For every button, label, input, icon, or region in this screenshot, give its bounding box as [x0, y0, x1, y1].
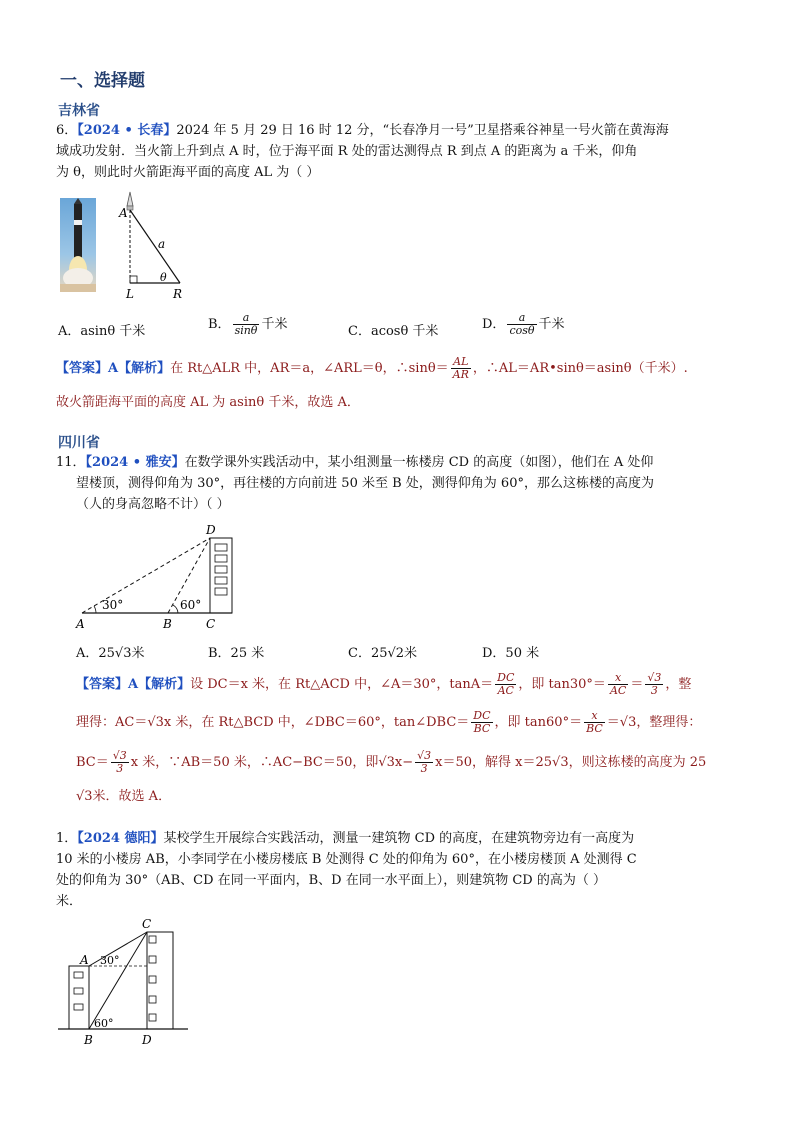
- q1-number: 6．: [56, 123, 78, 138]
- q2-answer-3a: BC＝: [76, 755, 109, 770]
- q2-answer-1d: ，整: [665, 677, 692, 692]
- q2-frac7-num: √3: [417, 749, 432, 762]
- q1-answer-label: 【答案】A【解析】: [56, 361, 171, 376]
- q1-answer-part1: 在 Rt△ALR 中，AR＝a，∠ARL＝θ，∴sinθ＝: [170, 361, 449, 376]
- q1-answer-frac-num: AL: [451, 356, 471, 369]
- q2-frac5-num: x: [584, 710, 605, 723]
- label-A: A: [76, 617, 85, 631]
- label-C: C: [142, 917, 152, 931]
- q3-line-2: 10 米的小楼房 AB，小李同学在小楼房楼底 B 处测得 C 处的仰角为 60°，在小楼房楼顶 A 处测得 C: [56, 852, 637, 867]
- q2-answer-line-2: [76, 710, 756, 735]
- q1-option-b-den: sinθ: [234, 324, 258, 337]
- q2-frac4-num: DC: [473, 709, 491, 722]
- q2-frac1-den: AC: [497, 684, 514, 697]
- q2-line-3: （人的身高忽略不计）（ ）: [76, 497, 230, 512]
- q2-frac7-den: 3: [420, 762, 428, 775]
- q2-answer-2c: ＝√3，整理得：: [606, 715, 702, 730]
- q2-answer-line-4: √3米．故选 A．: [76, 789, 172, 804]
- q2-line-2: 望楼顶，测得仰角为 30°，再往楼的方向前进 50 米至 B 处，测得仰角为 60°，那么这栋楼的高度为: [76, 476, 654, 491]
- q2-answer-line-1: [76, 672, 756, 697]
- label-R: R: [173, 287, 183, 301]
- label-A: A: [119, 206, 128, 220]
- label-A: A: [80, 953, 89, 967]
- label-B: B: [163, 617, 172, 631]
- label-C: C: [206, 617, 216, 631]
- q3-line-4: 米．: [56, 894, 83, 909]
- province-heading-sichuan: 四川省: [58, 435, 100, 451]
- q2-option-b: B．25 米: [208, 646, 265, 661]
- q1-answer-line-2: 故火箭距海平面的高度 AL 为 asinθ 千米，故选 A．: [56, 395, 360, 410]
- q2-frac5-den: BC: [586, 722, 603, 735]
- q1-option-b-num: a: [233, 312, 260, 325]
- label-30deg: 30°: [100, 954, 120, 967]
- q2-source-tag: 【2024 • 雅安】: [85, 455, 185, 470]
- q2-option-c: C．25√2米: [348, 646, 418, 661]
- q1-option-d-den: cosθ: [509, 324, 535, 337]
- q2-frac2-den: AC: [609, 684, 627, 697]
- q2-answer-1c: ＝: [630, 677, 644, 692]
- section-title: 一、选择题: [60, 71, 145, 91]
- rocket-body: [74, 204, 82, 258]
- q2-option-a: A．25√3米: [76, 646, 145, 661]
- q1-option-c: C．acosθ 千米: [348, 324, 439, 339]
- q2-figure-building: [70, 520, 250, 632]
- q2-answer-1b: ，即 tan30°＝: [518, 677, 606, 692]
- label-D: D: [142, 1033, 152, 1047]
- q3-line-3: 处的仰角为 30°（AB、CD 在同一平面内，B、D 在同一水平面上），则建筑物 CD 的高为（ ）: [56, 873, 606, 888]
- label-60deg: 60°: [94, 1017, 114, 1030]
- q2-frac6-num: √3: [112, 749, 127, 762]
- q1-option-d: [482, 312, 565, 337]
- q1-line-1: [56, 120, 736, 141]
- q2-number: 11．: [56, 455, 86, 470]
- q2-frac4-den: BC: [473, 722, 491, 735]
- q1-option-d-suffix: 千米: [538, 317, 565, 332]
- q1-text-1: 2024 年 5 月 29 日 16 时 12 分，“长春净月一号”卫星搭乘谷神星一号火箭在黄海海: [176, 123, 669, 138]
- q2-answer-3c: x＝50，解得 x＝25√3，则这栋楼的高度为 25: [435, 755, 707, 770]
- label-30deg: 30°: [102, 598, 124, 612]
- label-a: a: [158, 237, 166, 251]
- q3-text-1: 某校学生开展综合实践活动，测量一建筑物 CD 的高度，在建筑物旁边有一高度为: [163, 831, 635, 846]
- province-heading-jilin: 吉林省: [58, 103, 100, 119]
- q2-answer-label: 【答案】A【解析】: [76, 677, 191, 692]
- label-L: L: [126, 287, 134, 301]
- q2-frac2-num: x: [608, 672, 628, 685]
- q2-frac3-den: 3: [650, 684, 658, 697]
- q2-answer-2b: ，即 tan60°＝: [494, 715, 583, 730]
- q1-option-d-num: a: [507, 312, 536, 325]
- q1-line-3: 为 θ，则此时火箭距海平面的高度 AL 为（ ）: [56, 165, 320, 180]
- q3-line-1: [56, 828, 736, 849]
- q2-frac3-num: √3: [647, 671, 662, 684]
- rocket-photo: [60, 198, 96, 292]
- label-theta: θ: [160, 271, 167, 284]
- q1-answer-frac-den: AR: [452, 368, 469, 381]
- q1-option-b-prefix: B．: [208, 317, 231, 332]
- q1-line-2: 域成功发射．当火箭上升到点 A 时，位于海平面 R 处的雷达测得点 R 到点 A 的距离为 a 千米，仰角: [56, 144, 638, 159]
- q3-source-tag: 【2024 德阳】: [77, 831, 164, 846]
- q3-number: 1．: [56, 831, 78, 846]
- q3-figure-buildings: [52, 916, 192, 1050]
- q1-option-d-prefix: D．: [482, 317, 506, 332]
- label-D: D: [206, 523, 216, 537]
- q2-line-1: [56, 452, 736, 473]
- label-B: B: [84, 1033, 93, 1047]
- label-60deg: 60°: [180, 598, 202, 612]
- q2-frac6-den: 3: [116, 762, 124, 775]
- q1-option-b-suffix: 千米: [261, 317, 288, 332]
- q2-text-1: 在数学课外实践活动中，某小组测量一栋楼房 CD 的高度（如图），他们在 A 处仰: [184, 455, 654, 470]
- q1-source-tag: 【2024 • 长春】: [77, 123, 177, 138]
- q2-answer-line-3: [76, 750, 756, 775]
- q2-frac1-num: DC: [497, 671, 515, 684]
- q1-option-a: A．asinθ 千米: [58, 324, 146, 339]
- q2-answer-2a: 理得：AC＝√3x 米，在 Rt△BCD 中，∠DBC＝60°，tan∠DBC＝: [76, 715, 470, 730]
- q1-answer-part2: ，∴AL＝AR•sinθ＝asinθ（千米）.: [472, 361, 688, 376]
- q1-option-b: [208, 312, 287, 337]
- q1-figure-triangle: [110, 186, 200, 304]
- q2-answer-1a: 设 DC＝x 米，在 Rt△ACD 中，∠A＝30°，tanA＝: [190, 677, 494, 692]
- q1-answer-line-1: [56, 356, 736, 381]
- q2-option-d: D．50 米: [482, 646, 540, 661]
- q2-answer-3b: x 米，∵AB＝50 米，∴AC−BC＝50，即√3x−: [130, 755, 414, 770]
